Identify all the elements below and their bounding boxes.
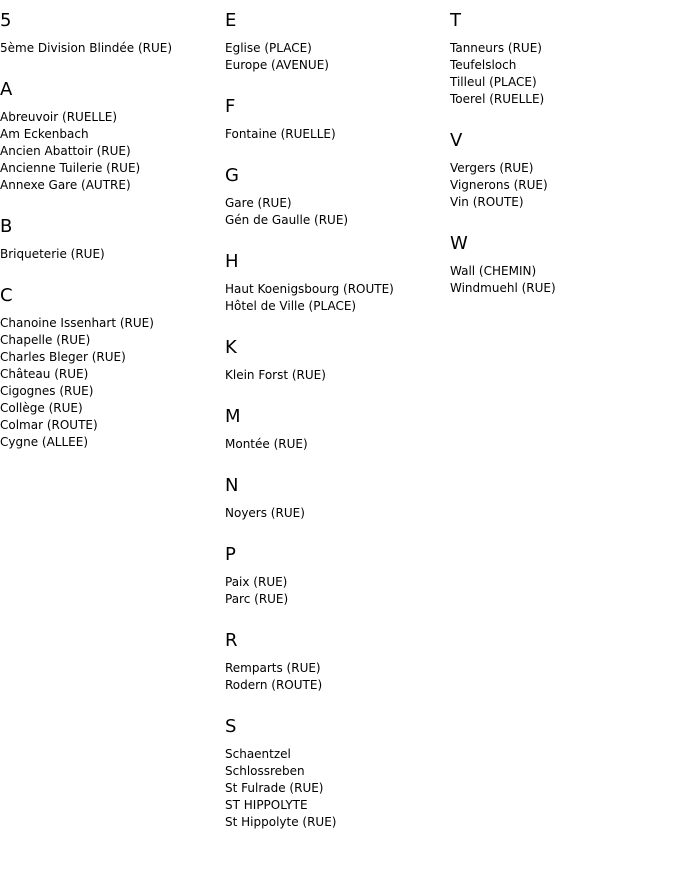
- street-link[interactable]: Chanoine Issenhart (RUE): [0, 316, 154, 330]
- letter-heading: E: [225, 10, 237, 31]
- list-item: [225, 40, 445, 57]
- list-item: [0, 417, 220, 434]
- street-link[interactable]: Chapelle (RUE): [0, 333, 91, 347]
- letter-section: [450, 10, 670, 108]
- street-link[interactable]: Wall (CHEMIN): [450, 264, 537, 278]
- street-link[interactable]: Remparts (RUE): [225, 661, 321, 675]
- list-item: [225, 281, 445, 298]
- letter-heading: W: [450, 233, 468, 254]
- letter-heading: P: [225, 544, 236, 565]
- street-link[interactable]: Toerel (RUELLE): [450, 92, 545, 106]
- letter-heading: R: [225, 630, 238, 651]
- index-column: [225, 10, 445, 853]
- list-item: [450, 160, 670, 177]
- street-list: [225, 436, 445, 453]
- letter-heading: F: [225, 96, 236, 117]
- list-item: [450, 57, 670, 74]
- letter-section: [225, 630, 445, 694]
- street-link[interactable]: 5ème Division Blindée (RUE): [0, 41, 173, 55]
- street-list: [225, 40, 445, 74]
- letter-section: [225, 96, 445, 143]
- letter-section: [450, 233, 670, 297]
- list-item: [0, 315, 220, 332]
- street-link[interactable]: Windmuehl (RUE): [450, 281, 556, 295]
- letter-heading: A: [0, 79, 13, 100]
- street-list: [450, 160, 670, 211]
- street-link[interactable]: Gén de Gaulle (RUE): [225, 213, 349, 227]
- list-item: [0, 126, 220, 143]
- street-link[interactable]: Vin (ROUTE): [450, 195, 524, 209]
- street-list: [450, 40, 670, 108]
- street-link[interactable]: Montée (RUE): [225, 437, 308, 451]
- letter-section: [0, 285, 220, 451]
- list-item: [225, 57, 445, 74]
- list-item: [225, 298, 445, 315]
- street-list: [225, 746, 445, 831]
- street-link[interactable]: St Hippolyte (RUE): [225, 815, 337, 829]
- list-item: [0, 40, 220, 57]
- list-item: [225, 195, 445, 212]
- letter-heading: H: [225, 251, 239, 272]
- street-link[interactable]: Cigognes (RUE): [0, 384, 94, 398]
- street-link[interactable]: Annexe Gare (AUTRE): [0, 178, 131, 192]
- list-item: [0, 109, 220, 126]
- letter-section: [0, 79, 220, 194]
- street-link[interactable]: Noyers (RUE): [225, 506, 305, 520]
- list-item: [450, 74, 670, 91]
- list-item: [450, 40, 670, 57]
- list-item: [450, 263, 670, 280]
- list-item: [0, 349, 220, 366]
- letter-section: [225, 475, 445, 522]
- street-list: [225, 281, 445, 315]
- list-item: [225, 591, 445, 608]
- list-item: [450, 91, 670, 108]
- street-link[interactable]: Parc (RUE): [225, 592, 289, 606]
- list-item: [225, 436, 445, 453]
- street-link[interactable]: Cygne (ALLEE): [0, 435, 89, 449]
- street-link[interactable]: Tanneurs (RUE): [450, 41, 542, 55]
- letter-heading: K: [225, 337, 237, 358]
- street-link[interactable]: Briqueterie (RUE): [0, 247, 105, 261]
- list-item: [450, 280, 670, 297]
- street-link[interactable]: Charles Bleger (RUE): [0, 350, 126, 364]
- list-item: [225, 746, 445, 763]
- list-item: [450, 177, 670, 194]
- street-link[interactable]: Klein Forst (RUE): [225, 368, 326, 382]
- street-link[interactable]: Europe (AVENUE): [225, 58, 329, 72]
- letter-heading: V: [450, 130, 463, 151]
- street-link[interactable]: ST HIPPOLYTE: [225, 798, 308, 812]
- list-item: [0, 160, 220, 177]
- list-item: [0, 177, 220, 194]
- letter-section: [225, 716, 445, 831]
- street-link[interactable]: Vergers (RUE): [450, 161, 534, 175]
- list-item: [0, 383, 220, 400]
- list-item: [225, 574, 445, 591]
- list-item: [225, 505, 445, 522]
- street-link[interactable]: Château (RUE): [0, 367, 89, 381]
- index-column: [450, 10, 670, 319]
- street-list: [225, 505, 445, 522]
- street-list: [0, 40, 220, 57]
- street-list: [0, 109, 220, 194]
- street-link[interactable]: Ancien Abattoir (RUE): [0, 144, 131, 158]
- street-list: [450, 263, 670, 297]
- list-item: [225, 814, 445, 831]
- letter-heading: B: [0, 216, 13, 237]
- street-link[interactable]: Ancienne Tuilerie (RUE): [0, 161, 141, 175]
- list-item: [225, 367, 445, 384]
- street-link[interactable]: Tilleul (PLACE): [450, 75, 537, 89]
- letter-section: [225, 337, 445, 384]
- street-list: [225, 126, 445, 143]
- street-list: [225, 195, 445, 229]
- letter-section: [0, 10, 220, 57]
- letter-heading: C: [0, 285, 13, 306]
- list-item: [0, 332, 220, 349]
- street-list: [0, 315, 220, 451]
- list-item: [0, 246, 220, 263]
- list-item: [450, 194, 670, 211]
- street-link[interactable]: Rodern (ROUTE): [225, 678, 323, 692]
- street-link[interactable]: Schaentzel: [225, 747, 291, 761]
- list-item: [0, 434, 220, 451]
- street-link[interactable]: Hôtel de Ville (PLACE): [225, 299, 357, 313]
- street-link[interactable]: Am Eckenbach: [0, 127, 89, 141]
- letter-heading: 5: [0, 10, 12, 31]
- street-link[interactable]: Gare (RUE): [225, 196, 292, 210]
- letter-section: [450, 130, 670, 211]
- list-item: [0, 143, 220, 160]
- street-link[interactable]: Fontaine (RUELLE): [225, 127, 336, 141]
- list-item: [0, 400, 220, 417]
- index-column: [0, 10, 220, 473]
- street-list: [225, 367, 445, 384]
- list-item: [225, 797, 445, 814]
- list-item: [225, 660, 445, 677]
- list-item: [225, 126, 445, 143]
- list-item: [0, 366, 220, 383]
- letter-section: [225, 544, 445, 608]
- street-list: [225, 574, 445, 608]
- letter-heading: N: [225, 475, 239, 496]
- street-link[interactable]: Teufelsloch: [450, 58, 517, 72]
- letter-heading: G: [225, 165, 239, 186]
- street-link[interactable]: Haut Koenigsbourg (ROUTE): [225, 282, 394, 296]
- letter-heading: M: [225, 406, 241, 427]
- street-link[interactable]: St Fulrade (RUE): [225, 781, 324, 795]
- list-item: [225, 780, 445, 797]
- street-list: [225, 660, 445, 694]
- street-link[interactable]: Paix (RUE): [225, 575, 288, 589]
- street-link[interactable]: Eglise (PLACE): [225, 41, 312, 55]
- street-link[interactable]: Abreuvoir (RUELLE): [0, 110, 118, 124]
- letter-section: [0, 216, 220, 263]
- list-item: [225, 212, 445, 229]
- letter-heading: T: [450, 10, 461, 31]
- street-link[interactable]: Colmar (ROUTE): [0, 418, 98, 432]
- letter-section: [225, 165, 445, 229]
- street-link[interactable]: Vignerons (RUE): [450, 178, 548, 192]
- letter-section: [225, 406, 445, 453]
- street-list: [0, 246, 220, 263]
- letter-heading: S: [225, 716, 237, 737]
- street-link[interactable]: Schlossreben: [225, 764, 305, 778]
- list-item: [225, 677, 445, 694]
- letter-section: [225, 251, 445, 315]
- letter-section: [225, 10, 445, 74]
- list-item: [225, 763, 445, 780]
- street-link[interactable]: Collège (RUE): [0, 401, 83, 415]
